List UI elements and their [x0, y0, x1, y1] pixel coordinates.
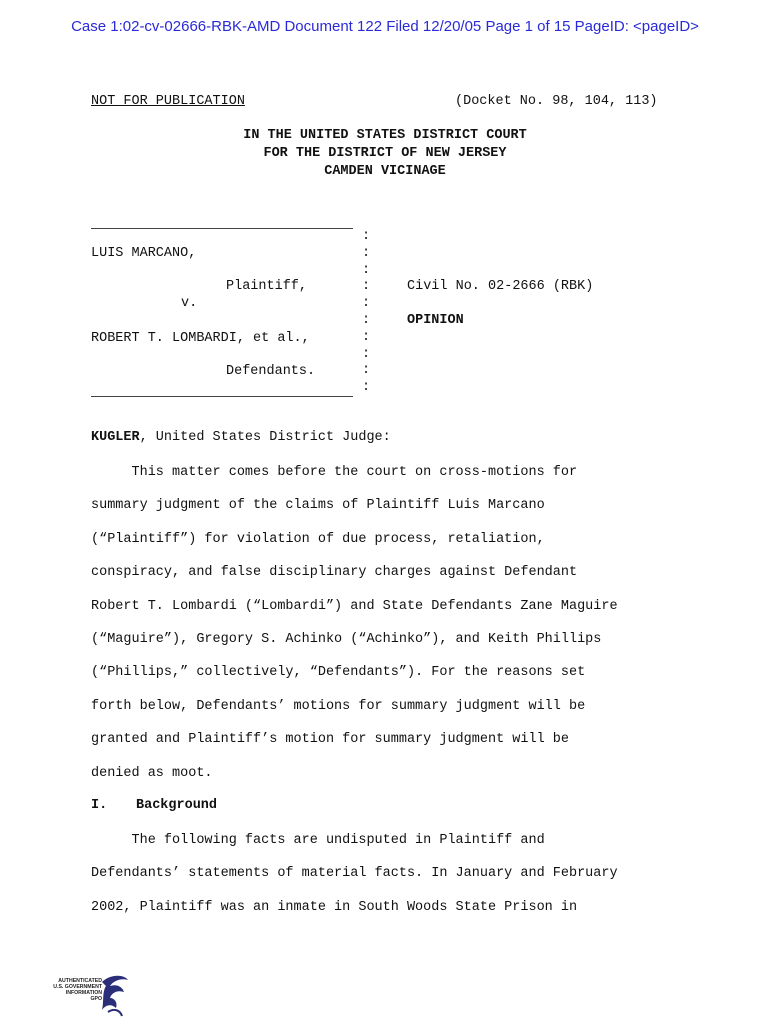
plaintiff-role: Plaintiff,	[226, 279, 308, 294]
paragraph-line: forth below, Defendants’ motions for summary judgment will be	[91, 698, 586, 714]
section-title: Background	[136, 798, 218, 813]
court-line-2: FOR THE DISTRICT OF NEW JERSEY	[263, 146, 507, 161]
paragraph-line: summary judgment of the claims of Plaintiff Luis Marcano	[91, 498, 545, 514]
paragraph-line: This matter comes before the court on cross-motions for	[91, 465, 578, 480]
judge-name: KUGLER	[91, 430, 140, 445]
paragraph-line: denied as moot.	[91, 765, 213, 781]
paragraph-line: (“Maguire”), Gregory S. Achinko (“Achinko”), and Keith Phillips	[91, 632, 602, 647]
caption-colons: : : : : : : : : : :	[362, 229, 371, 396]
plaintiff-name: LUIS MARCANO,	[91, 246, 197, 261]
caption-rule-bottom	[91, 396, 353, 397]
paragraph-line: granted and Plaintiff’s motion for summary judgment will be	[91, 732, 569, 748]
defendant-role: Defendants.	[226, 364, 316, 379]
gpo-eagle-icon	[98, 972, 132, 1018]
paragraph-line: (“Plaintiff”) for violation of due process, retaliation,	[91, 531, 545, 547]
paragraph-line: Defendants’ statements of material facts. In January and February	[91, 866, 618, 882]
court-line-1: IN THE UNITED STATES DISTRICT COURT	[243, 128, 527, 143]
caption-rule-top	[91, 228, 353, 229]
document-type: OPINION	[407, 313, 464, 328]
logo-text: AUTHENTICATED U.S. GOVERNMENT INFORMATION GPO	[53, 978, 102, 1002]
section-number: I.	[91, 798, 108, 813]
paragraph-line: (“Phillips,” collectively, “Defendants”). For the reasons set	[91, 665, 586, 681]
civil-number: Civil No. 02-2666 (RBK)	[407, 279, 594, 294]
judge-title: , United States District Judge:	[139, 430, 391, 445]
court-heading	[0, 127, 770, 181]
paragraph-line: The following facts are undisputed in Plaintiff and	[91, 833, 545, 848]
docket-numbers: (Docket No. 98, 104, 113)	[455, 94, 658, 109]
case-header-stamp: Case 1:02-cv-02666-RBK-AMD Document 122 Filed 12/20/05 Page 1 of 15 PageID: <pageID>	[71, 18, 699, 35]
defendant-name: ROBERT T. LOMBARDI, et al.,	[91, 331, 310, 346]
paragraph-line: Robert T. Lombardi (“Lombardi”) and State Defendants Zane Maguire	[91, 598, 618, 614]
gpo-authenticated-logo	[44, 972, 134, 1018]
court-line-3: CAMDEN VICINAGE	[324, 164, 446, 179]
paragraph-line: 2002, Plaintiff was an inmate in South Woods State Prison in	[91, 899, 578, 915]
paragraph-line: conspiracy, and false disciplinary charges against Defendant	[91, 565, 578, 581]
not-for-publication: NOT FOR PUBLICATION	[91, 94, 245, 109]
judge-line	[91, 430, 391, 445]
versus: v.	[181, 296, 198, 311]
